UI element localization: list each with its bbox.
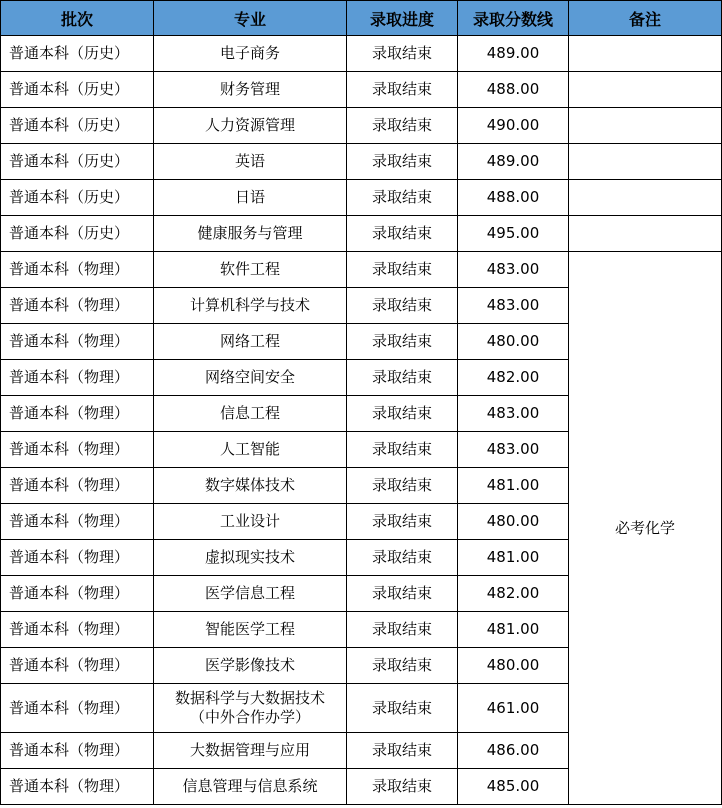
progress-cell: 录取结束 (347, 144, 458, 180)
major-cell: 人工智能 (154, 432, 347, 468)
score-cell: 483.00 (458, 288, 569, 324)
batch-cell: 普通本科（历史） (1, 216, 154, 252)
table-row (1, 216, 722, 252)
progress-cell: 录取结束 (347, 36, 458, 72)
progress-cell: 录取结束 (347, 504, 458, 540)
major-cell: 信息管理与信息系统 (154, 769, 347, 805)
major-line-2: （中外合作办学） (189, 708, 310, 726)
progress-cell: 录取结束 (347, 769, 458, 805)
progress-cell: 录取结束 (347, 648, 458, 684)
major-cell: 信息工程 (154, 396, 347, 432)
score-cell: 495.00 (458, 216, 569, 252)
score-cell: 490.00 (458, 108, 569, 144)
score-cell: 481.00 (458, 540, 569, 576)
header-progress: 录取进度 (347, 1, 458, 36)
progress-cell: 录取结束 (347, 540, 458, 576)
major-cell: 大数据管理与应用 (154, 733, 347, 769)
progress-cell: 录取结束 (347, 288, 458, 324)
header-score: 录取分数线 (458, 1, 569, 36)
major-cell: 软件工程 (154, 252, 347, 288)
batch-cell: 普通本科（物理） (1, 504, 154, 540)
table-body (1, 36, 722, 805)
major-cell: 网络工程 (154, 324, 347, 360)
batch-cell: 普通本科（物理） (1, 612, 154, 648)
table-header (1, 1, 722, 36)
major-cell: 虚拟现实技术 (154, 540, 347, 576)
header-note: 备注 (569, 1, 722, 36)
score-cell: 480.00 (458, 504, 569, 540)
score-cell: 489.00 (458, 36, 569, 72)
score-cell: 485.00 (458, 769, 569, 805)
score-cell: 488.00 (458, 180, 569, 216)
batch-cell: 普通本科（物理） (1, 288, 154, 324)
progress-cell: 录取结束 (347, 180, 458, 216)
major-cell: 智能医学工程 (154, 612, 347, 648)
major-cell: 网络空间安全 (154, 360, 347, 396)
major-cell: 英语 (154, 144, 347, 180)
batch-cell: 普通本科（物理） (1, 540, 154, 576)
score-cell: 489.00 (458, 144, 569, 180)
batch-cell: 普通本科（物理） (1, 733, 154, 769)
table-row (1, 180, 722, 216)
major-cell: 医学影像技术 (154, 648, 347, 684)
progress-cell: 录取结束 (347, 360, 458, 396)
batch-cell: 普通本科（历史） (1, 144, 154, 180)
major-cell: 人力资源管理 (154, 108, 347, 144)
major-cell: 日语 (154, 180, 347, 216)
score-cell: 480.00 (458, 648, 569, 684)
table-row (1, 144, 722, 180)
major-cell: 电子商务 (154, 36, 347, 72)
major-line-1: 数据科学与大数据技术 (174, 689, 325, 707)
batch-cell: 普通本科（历史） (1, 72, 154, 108)
note-cell (569, 36, 722, 72)
batch-cell: 普通本科（物理） (1, 648, 154, 684)
major-cell (154, 684, 347, 733)
major-cell: 财务管理 (154, 72, 347, 108)
batch-cell: 普通本科（历史） (1, 180, 154, 216)
score-cell: 480.00 (458, 324, 569, 360)
progress-cell: 录取结束 (347, 108, 458, 144)
note-cell (569, 180, 722, 216)
progress-cell: 录取结束 (347, 72, 458, 108)
batch-cell: 普通本科（物理） (1, 252, 154, 288)
major-cell: 工业设计 (154, 504, 347, 540)
progress-cell: 录取结束 (347, 468, 458, 504)
major-cell: 健康服务与管理 (154, 216, 347, 252)
merged-note-cell: 必考化学 (569, 252, 722, 805)
score-cell: 488.00 (458, 72, 569, 108)
batch-cell: 普通本科（物理） (1, 468, 154, 504)
batch-cell: 普通本科（物理） (1, 576, 154, 612)
progress-cell: 录取结束 (347, 396, 458, 432)
major-cell: 计算机科学与技术 (154, 288, 347, 324)
batch-cell: 普通本科（物理） (1, 360, 154, 396)
progress-cell: 录取结束 (347, 576, 458, 612)
batch-cell: 普通本科（物理） (1, 324, 154, 360)
batch-cell: 普通本科（物理） (1, 684, 154, 733)
progress-cell: 录取结束 (347, 252, 458, 288)
table-row (1, 108, 722, 144)
score-cell: 482.00 (458, 360, 569, 396)
score-cell: 481.00 (458, 468, 569, 504)
header-row (1, 1, 722, 36)
table-row (1, 252, 722, 288)
progress-cell: 录取结束 (347, 216, 458, 252)
progress-cell: 录取结束 (347, 432, 458, 468)
note-cell (569, 72, 722, 108)
score-cell: 486.00 (458, 733, 569, 769)
header-batch: 批次 (1, 1, 154, 36)
batch-cell: 普通本科（历史） (1, 36, 154, 72)
table-row (1, 36, 722, 72)
note-cell (569, 216, 722, 252)
batch-cell: 普通本科（历史） (1, 108, 154, 144)
table-row (1, 72, 722, 108)
progress-cell: 录取结束 (347, 612, 458, 648)
score-cell: 481.00 (458, 612, 569, 648)
score-cell: 483.00 (458, 432, 569, 468)
major-cell: 数字媒体技术 (154, 468, 347, 504)
progress-cell: 录取结束 (347, 684, 458, 733)
note-cell (569, 108, 722, 144)
progress-cell: 录取结束 (347, 324, 458, 360)
note-cell (569, 144, 722, 180)
batch-cell: 普通本科（物理） (1, 769, 154, 805)
score-cell: 482.00 (458, 576, 569, 612)
progress-cell: 录取结束 (347, 733, 458, 769)
score-cell: 461.00 (458, 684, 569, 733)
batch-cell: 普通本科（物理） (1, 396, 154, 432)
header-major: 专业 (154, 1, 347, 36)
major-cell: 医学信息工程 (154, 576, 347, 612)
score-cell: 483.00 (458, 396, 569, 432)
score-cell: 483.00 (458, 252, 569, 288)
batch-cell: 普通本科（物理） (1, 432, 154, 468)
